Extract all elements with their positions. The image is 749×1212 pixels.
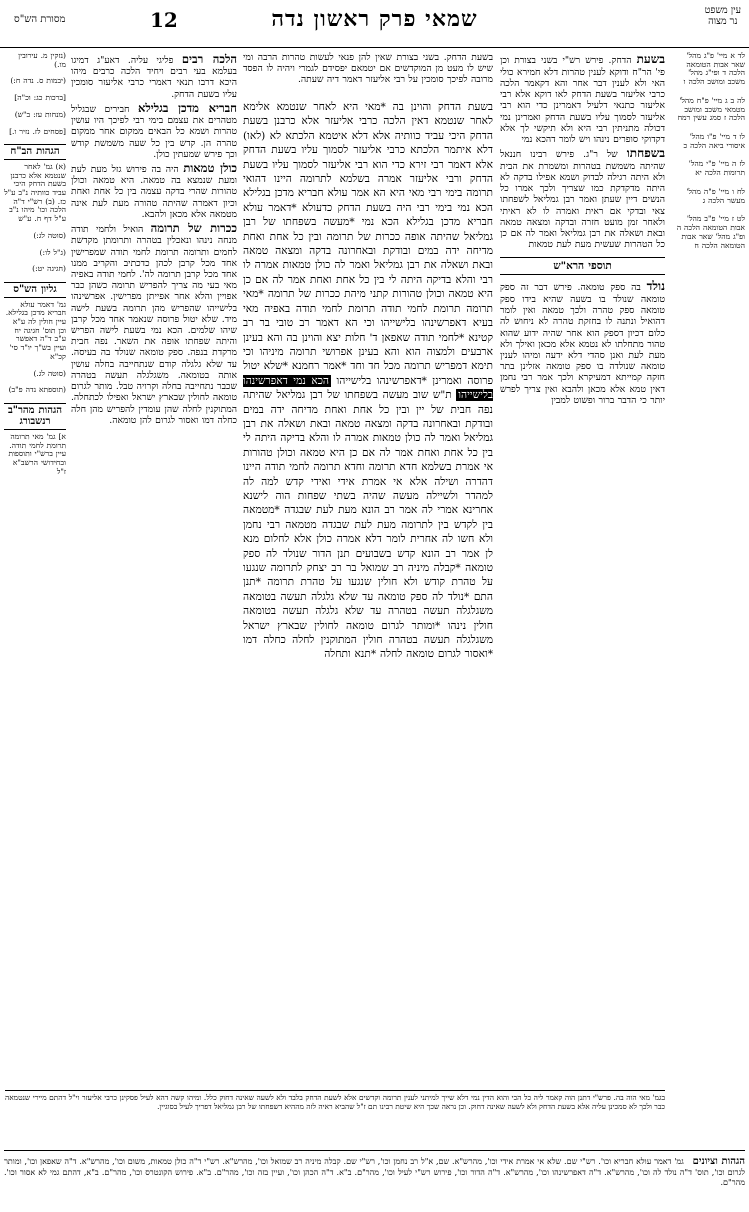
- ein-mishpat-entry: לה ב ג מיי' פ"ח מהל' מטמאי משכב ומושב הלכה ז סמג עשין רמח: [677, 95, 745, 123]
- highlighted-search-match[interactable]: הכא נמי דאפרשינהו בלישייהו: [243, 374, 493, 402]
- ein-mishpat-entry: לד א מיי' פ"ג מהל' שאר אבות הטומאה הלכה ד ופי"ג מהל' משכב ומושב הלכה ו: [683, 52, 745, 87]
- masoret-ref: (יבמות ס. נדה ח:): [10, 76, 66, 86]
- hagahot-maharab-text: א] גמ' מאי תרומה תרומת לחמי תודה. עיין ברש"י ותוספות ובחידושי הרשב"א ז"ל: [8, 431, 66, 476]
- rashi-paragraph: [71, 161, 237, 220]
- dibur-hamatchil: בשפחתו: [626, 146, 665, 161]
- gemara-text-before: בשעת הדחק והוינן בה *מאי היא לאחר שנטמא אלימא לאחר שנטמא דאין הלכה כרבי אליעזר אלא כרבנן בשעת הדחק היכי עביד כוותיה אלא דלא איטמא הלכתא לא (לאו) דלא איתמר הלכתא כרבי אליעזר לסמוך עליו בשעת הדחק אלא דאמר רבי זירא כדי הוא רבי אליעזר לסמוך עליו בשעת הדחק ורבי אליעזר אמרה בשלמא לתרומה היינו דהואי תרומה בימי רבי מאי היא הא אמר עולא חבריא מדכן בגלילא הכא נמי בימי רבי היה בשעת הדחק כדעולא *דאמר עולא חבריא מדכן בגלילא הכא נמי *מעשה בשפחתו של רבן גמליאל שהיתה אופה ככרות של תרומה ובין כל אחת ואחת מדיחה ידה במים ובודקת ובאחרונה בדקה ומצאה טמאה ובאת ושאלה את רבן גמליאל ואמר לה כולן טמאות אמרה לו רבי והלא בדיקה היתה לי בין כל אחת ואחת אמר לה אם כן היא טמאה וכולן טהורות קתני מיהת ככרות של תרומה *מאי תרומה תרומת לחמי תודה תרומת לחמי תודה באפיה מאי בעיא דאפרשינהו בלישייהו וכי הא דאמר רב טובי בר רב קטינא *לחמי תודה שאפאן ד' חלות יצא והוינן בה והא בעינן ארבעים ולמצוה הוא והא בעינן אפרושי תרומה מיניהו וכי תימא דמפריש תרומה מכל חד וחד *אמר רחמנא *שלא יטול פרוסה ואמרינן *דאפרשינהו בלישייהו: [243, 101, 493, 387]
- hagahot-habach-title: הגהות הב"ח: [4, 144, 66, 160]
- hagahot-vetziyunim-text: גמ' דאמר עולא חבריא וכו'. רש"י שם. שלא אי אמרת אידי וכו', מהרש"א. שם, א"ל רב נחמן וכו', רש"י שם. קבלה מיניה רב שמואל וכו', מהרש"א. רש"י ד"ה כולן טמאות, משום וכו', מהרש"א. ד"ה שאפאן וכו', ומותר לגרום וכו', תוס' ד"ה נולד לה וכו', מהרש"א. ד"ה דאפרשינהו וכו', מהרש"א. ד"ה הדור וכו', פירוש רש"י לעיל וכו', מהר"ם. ב"א. ד"ה הכהן וכו', ועיין בזה וכו', מהר"ם. ב"א. פירוש הקונטרס וכו', מהר"ם. ב"א, דהתם גמי לא אסור וכו'. מהר"ם.: [4, 1157, 745, 1188]
- tosfot-paragraph: [500, 146, 665, 250]
- dibur-hamatchil: ככרות של תרומה: [150, 221, 237, 236]
- masoret-ref: (חגיגה יט:): [32, 264, 66, 274]
- hagahot-vetziyunim: [4, 1150, 745, 1208]
- tosfot-text: של ר"ג. פירש רבינו חננאל שהיתה משמשת בטהרות ומשמרת את הבית ולא היתה רגילה לבדוק ושמא אפילו בדקה לא היתה מדקדקת כמו שצריך ולכך אמרו כל הנשים דיין שעתן ואמר רבן גמליאל לשפחתו צאי ובדקי אם ראית ואמרה לו לא ראיתי ולאחר זמן מועט חזרה ובדקה ומצאה טמאה ובאת ושאלה את רבן גמליאל ואמר לה אם כן כל הטהרות שעשית מעת לעת טמאות: [500, 149, 665, 251]
- tosfot-column: [500, 52, 665, 1130]
- gilyon-hashas-title: גליון הש"ס: [4, 282, 66, 298]
- masoret-ref: (סוטה לג.): [33, 368, 66, 378]
- masoret-ref: [פסחים לז. נזיר ו.]: [9, 126, 66, 136]
- tosfot-paragraph: [500, 52, 665, 145]
- masoret-ref: [ברכות כג: וכ"ה]: [14, 93, 66, 103]
- page-title: שמאי פרק ראשון נדה: [271, 6, 478, 32]
- footnotes: בגמ' מאי הוה בה. פרש"י דתנן הוה קאמר ליה כל הכי והוא הדין נמי דלא שייך למיתני לענין תרומה וקדשים אלא לשעת הדחק בלבד ולא לשעה שאינה דחוק כלל. ומיהו קשה דהא לעיל פסקינן כרבי אליעזר וי"ל דהתם מיירי שנטמאה כבר ולכך לא סמכינן עליה אלא בשעת הדחק ולא לשעה שאינה דחוק. וכן נראה שכך היא שיטת רבינו תם ז"ל שהביא ראיה לזה מההיא דשפחתו של רבן גמליאל דפריך לעיל בסוגיין.: [5, 1090, 665, 1146]
- rashi-text: היה בה פירוש גזל מעת לעת ומעת שנמצא בה טמאה. היא טמאה וכולן טהורות שהרי בדקה עצמה בין כל אחת ואחת וכיון דאמרה שהיתה טהורה מעת לעת אינה מטמאה אלא מכאן ולהבא.: [71, 163, 237, 220]
- gemara-top-commentary: בשעת הדחק. בשני בצורת שאין להן פנאי לעשות טהרות הרבה ומי שיש לו מעט מן המוקדשים אם יטמאם יפסידם לגמרי ויהיה לו הפסד מרובה לפיכך סומכין על רבי אליעזר דאמר דיה שעתה.: [243, 52, 493, 86]
- dibur-hamatchil: חבריא מדכן בגלילא: [137, 100, 237, 115]
- masoret-ref: (נזקין מ. עירובין מו.): [18, 52, 66, 69]
- page-number: 12: [150, 8, 178, 32]
- hagahot-maharab-title: הגהות מהר"ב רנשבורג: [4, 403, 66, 430]
- ein-mishpat-column: [675, 52, 745, 747]
- gemara-column: [243, 52, 493, 1082]
- ein-mishpat-entry: לח ו מיי' פ"ה מהל' מעשר הלכה ג: [686, 186, 745, 205]
- masoret-ref: (תוספתא נדה פ"ב): [8, 385, 66, 395]
- rashi-text: פליגי עליה. דאע"ג דמיגו בעלמא בעי רבים ויחיד הלכה כרבים מיהו היכא דרבו תנאי דאמרי כרבי אליעזר סומכין עליו בשעת הדחק.: [71, 55, 237, 100]
- left-margin-column: [4, 52, 66, 1132]
- tosfot-text: בה ספק טומאה. פירש דבר זה ספק טומאה שנולד בו בשעה שהיא בידו ספק טומאה ספק טהרה ולכך טמאה ואין לומר דהואיל ונתנה לו בחזקת טהרה לא ניחוש לה כלום דכיון דספק הוא אחר שהיה ידוע שהוא טהור מתחלתו לא נטמא אלא מכאן ואילך ולא מעת לעת ואנן סהדי דלא ידעה ומיהו לענין טומאה שנולדה בו ספק טומאה אזלינן בתר חזקה קמייתא דמעיקרא ולכך אמר רבי נחמן דאין טמא אלא מכאן ולהבא ואין צריך לפרש יותר כי הדבר ברור ופשוט למבין: [500, 282, 665, 406]
- tosfot-text: הדחק. פירש רש"י בשני בצורת וכן פי' הר"ח ודוקא לענין טהרות דלא חמירא כולי האי ולא לענין דבר אחר והא דקאמר הלכה כרבי אליעזר בשעת הדחק לאו דוקא אלא רבי אליעזר כתנאי דלעיל דאמרינן כדי הוא רבי אליעזר לסמוך עליו בשעת הדחק ואמרינן נמי דכולה מתניתין רבי היא ולא תיקשי לך אלא דקדוקי סופרים נינהו ויש לומר דהכא נמי: [500, 55, 665, 145]
- tosfot-paragraph: [500, 279, 665, 406]
- ein-mishpat-entry: לט ז מיי' פ"ב מהל' אבות הטומאה הלכה ה ופ"ג מהל' שאר אבות הטומאה הלכה ח: [676, 214, 745, 250]
- rashi-text: חבירים שבגליל מטהרים את עצמם בימי רבי לפיכך היו עושין טהרות ושמא כל הבאים ממקום אחר ממקום טהרה הן. קדש בין כל שעה משמשת קודש וכך פירש שמעתין כולן.: [71, 103, 237, 160]
- masoret-ref: (סוטה לג:): [33, 230, 66, 240]
- rashi-text: הואיל ולחמי תודה מנחה נינהו ונאכלין בטהרה ותרומתן מקדשת לחמים ותרומה תרומת לחמי תודה שמפרישין אחד מכל קרבן לכהן כדכתיב והקריב ממנו אחד מכל קרבן תרומה לה'. לחמי תודה באפיה מאי בעי מה צריך להפריש תרומה כשהן כבר אפויין והלא אחר אפייתן מפרישין. אפרשינהו בלישייהו שהפריש מהן תרומה בשעת לישה מיד. שלא יטול פרוסה שנאמר אחד מכל קרבן שיהו שלמים. הכא נמי בשעת לישה הפריש והיתה שפחתו אופה את השאר. נפה חבית מרקדת בנפה. ספק טומאה שנולד בה בעיסה. עד שלא גלגלה קודם שנתחייבה בחלה עושין אותה בטומאה. משגלגלה תעשה בטהרה שכבר נתחייבה בחלה וקרויה טבל. מותר לגרום טומאה לחולין שבארץ ישראל ואפילו לכתחלה. המתוקנין לחלה שהן עומדין להפריש מהן חלה כחלה דמו ואסור לגרום להן טומאה.: [71, 224, 237, 426]
- dibur-hamatchil: בשעת: [636, 52, 665, 66]
- gemara-text: [243, 52, 493, 662]
- rashi-paragraph: [71, 52, 237, 100]
- rashi-paragraph: [71, 101, 237, 160]
- masoret-ref: (ג"ל לו:): [39, 247, 66, 257]
- ein-mishpat-label: עין משפט נר מצוה: [704, 5, 741, 27]
- masoret-hashas-label: מסורת הש"ס: [14, 14, 66, 25]
- rashi-paragraph: [71, 221, 237, 426]
- ein-mishpat-entry: לו ד מיי' פ"ו מהל' איסורי ביאה הלכה כ: [683, 132, 745, 150]
- gilyon-hashas-text: גמ' דאמר עולא חבריא מדכן בגלילא. עיין חולין לה ע"א וכן תוס' חגיגה יח ע"ב ד"ה דאפשר ועיין בש"ך יו"ד סי' קכ"א: [5, 299, 66, 361]
- masoret-ref: (מנחות עז: ב"ש): [14, 109, 66, 119]
- tosfei-harosh-title: תוספי הרא"ש: [500, 257, 665, 276]
- ein-mishpat-entry: לז ה מיי' פ"י מהל' תרומות הלכה יא: [688, 159, 745, 178]
- dibur-hamatchil: נולד: [646, 279, 665, 294]
- page-header: [0, 0, 749, 48]
- hagahot-habach-text: (א) גמ' לאחר שנטמא אלא כרבנן בשעת הדחק היכי עביד כוותיה נ"ב ע"ל כז. (ב) רש"י ד"ה הלכה וכו' מיהו נ"ב ע"ל דף ח. ע"ש: [4, 161, 66, 224]
- dibur-hamatchil: הלכה רבים: [181, 52, 237, 66]
- dibur-hamatchil: כולן טמאות: [183, 160, 237, 175]
- rashi-column: [71, 52, 237, 1130]
- gemara-text-after: ת"ש שוב מעשה בשפחתו של רבן גמליאל שהיתה נפה חבית של יין ובין כל אחת ואחת מדיחה ידה במים ובודקת ובאחרונה בדקה ומצאה טמאה ובאת ושאלה את רבן גמליאל ואמר לה כולן טמאות אמרה לו והלא בדיקה היתה לי בין כל אחת ואחת אמר לה אם כן היא טמאה וכולן טהורות אי אמרת בשלמא חדא תרומה וחדא תרומה לחמי תודה היינו דהדרה ושילה אלא אי אמרת אידי ואידי קדש למה לה למהדר ולשיילה מעשה שהיה בשתי שפחות הוה לישנא אחרינא אמרי לה אמר רב הונא מעת לעת שבגדה *מטמאה בין לקדש בין לתרומה מעת לעת שבגדה מטמאה רבי נחמן ולא חשו לה אחרית לומר דלא אמרה כולן אלא לחלום מנא לן אמר רב הונא קדש בשבועים תנן הדור שנולד לה ספק טומאה *קבלה מיניה רב שמואל בר רב יצחק לתרומה שנגעו על טהרת קודש ולא חולין שנגעו על טהרת תרומה *תנן התם *נולד לה ספק טומאה עד שלא גלגלה תעשה בטומאה משגלגלה תעשה בטהרה עד שלא גלגלה תעשה בטומאה חולין נינהו *ומותר לגרום טומאה לחולין שבארץ ישראל משגלגלה תעשה בטהרה חולין המתוקנין לחלה כחלה דמו *ואסור לגרום טומאה לחלה *תנא ותחלה: [243, 389, 493, 661]
- hagahot-vetziyunim-title: הגהות וציונים: [692, 1156, 745, 1167]
